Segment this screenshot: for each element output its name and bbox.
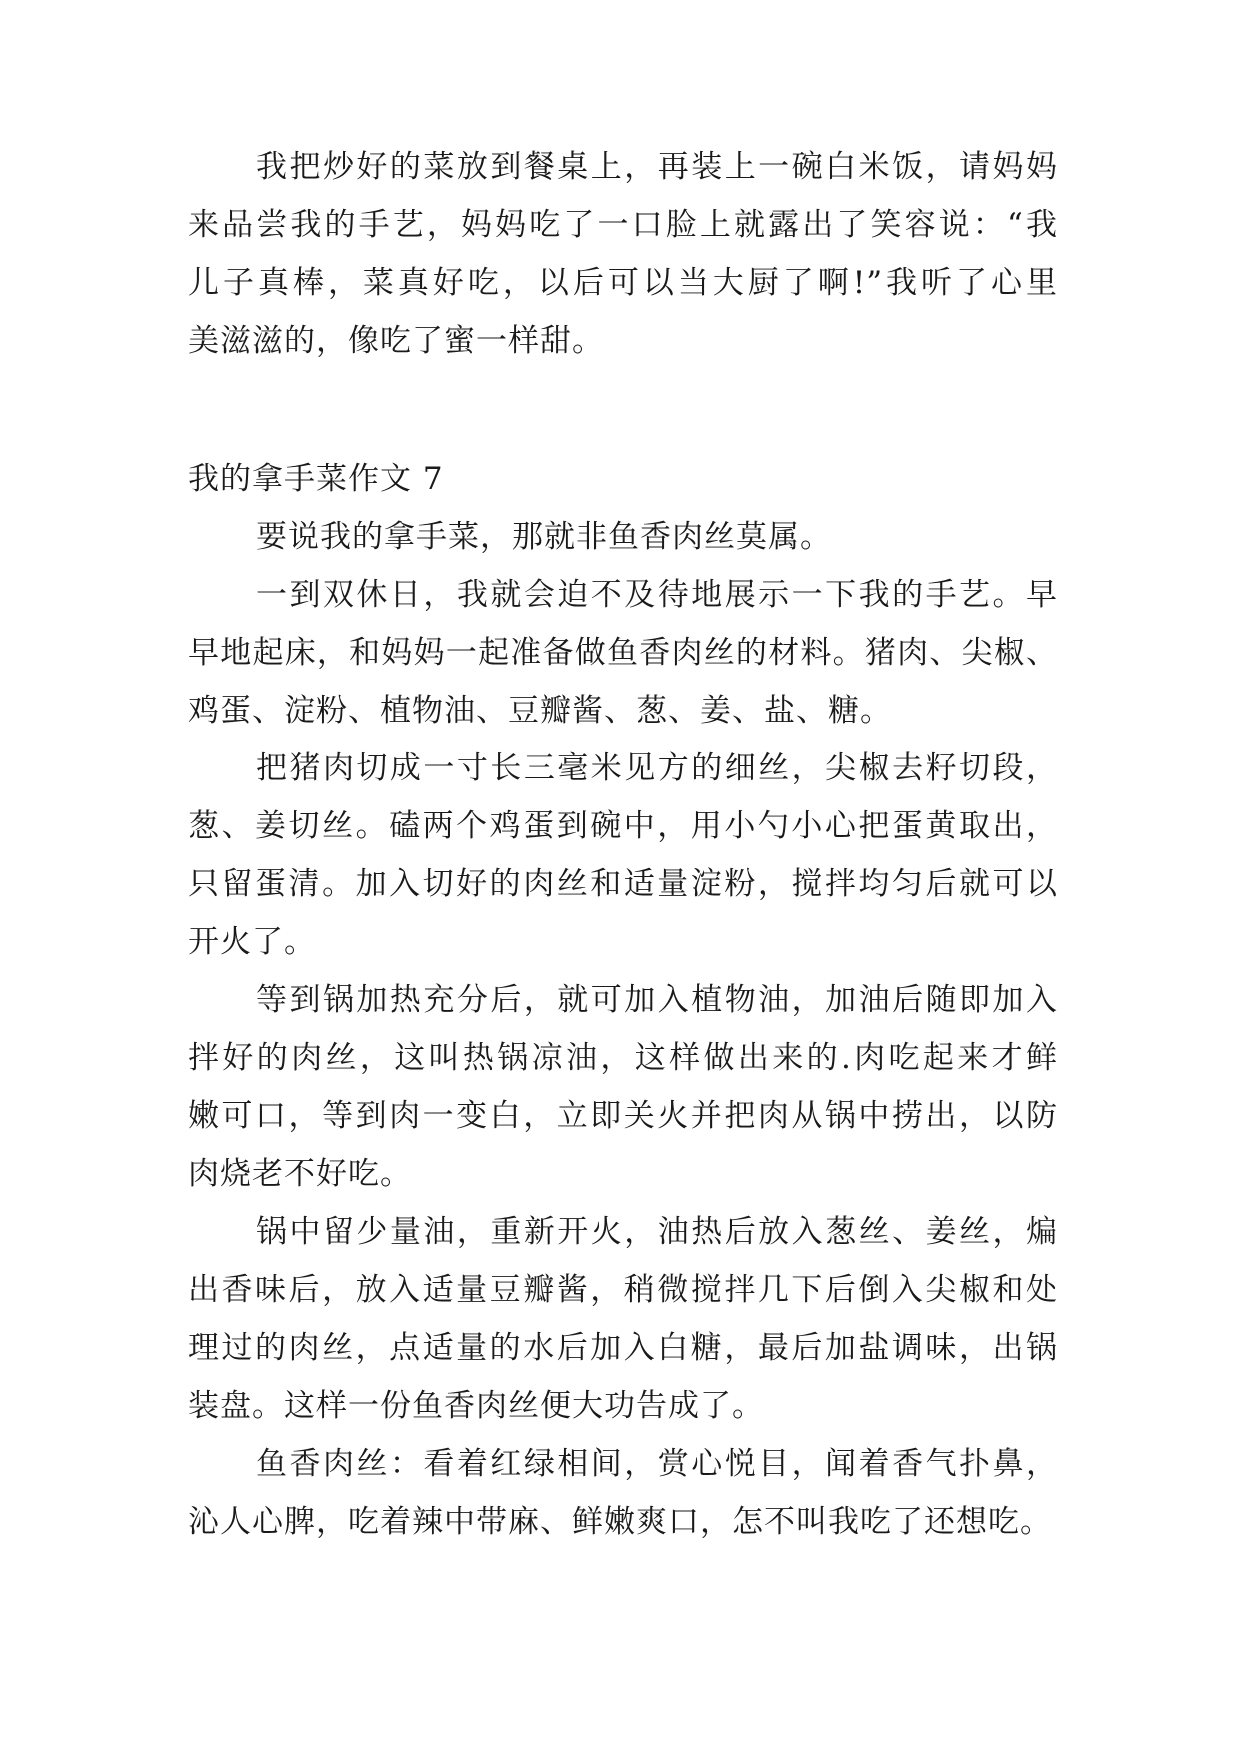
paragraph-line: 鸡蛋、淀粉、植物油、豆瓣酱、葱、姜、盐、糖。 <box>188 693 892 729</box>
paragraph-line: 只留蛋清。加入切好的肉丝和适量淀粉，搅拌均匀后就可以 <box>188 866 1058 902</box>
paragraph-line: 要说我的拿手菜，那就非鱼香肉丝莫属。 <box>256 519 832 555</box>
paragraph-line: 等到锅加热充分后，就可加入植物油，加油后随即加入 <box>256 982 1058 1018</box>
paragraph-line: 美滋滋的，像吃了蜜一样甜。 <box>188 323 604 359</box>
paragraph-line: 开火了。 <box>188 924 316 960</box>
paragraph-6 <box>188 1435 1058 1551</box>
paragraph-line: 葱、姜切丝。磕两个鸡蛋到碗中，用小勺小心把蛋黄取出， <box>188 808 1058 844</box>
paragraph-line: 早地起床，和妈妈一起准备做鱼香肉丝的材料。猪肉、尖椒、 <box>188 635 1058 671</box>
paragraph-1 <box>188 508 1058 566</box>
paragraph-line: 鱼香肉丝：看着红绿相间，赏心悦目，闻着香气扑鼻， <box>256 1446 1058 1482</box>
paragraph-line: 装盘。这样一份鱼香肉丝便大功告成了。 <box>188 1388 764 1424</box>
paragraph-intro <box>188 138 1058 370</box>
paragraph-line: 我把炒好的菜放到餐桌上，再装上一碗白米饭，请妈妈 <box>256 149 1058 185</box>
paragraph-line: 一到双休日，我就会迫不及待地展示一下我的手艺。早 <box>256 577 1058 613</box>
paragraph-5 <box>188 1203 1058 1435</box>
paragraph-3 <box>188 739 1058 971</box>
paragraph-line: 来品尝我的手艺，妈妈吃了一口脸上就露出了笑容说：“我 <box>188 207 1058 243</box>
paragraph-line: 拌好的肉丝，这叫热锅凉油，这样做出来的.肉吃起来才鲜 <box>188 1040 1058 1076</box>
paragraph-line: 肉烧老不好吃。 <box>188 1156 412 1192</box>
paragraph-line: 沁人心脾，吃着辣中带麻、鲜嫩爽口，怎不叫我吃了还想吃。 <box>188 1504 1052 1540</box>
paragraph-line: 把猪肉切成一寸长三毫米见方的细丝，尖椒去籽切段， <box>256 750 1058 786</box>
paragraph-line: 儿子真棒，菜真好吃，以后可以当大厨了啊!”我听了心里 <box>188 265 1058 301</box>
paragraph-line: 理过的肉丝，点适量的水后加入白糖，最后加盐调味，出锅 <box>188 1330 1058 1366</box>
paragraph-line: 出香味后，放入适量豆瓣酱，稍微搅拌几下后倒入尖椒和处 <box>188 1272 1058 1308</box>
section-heading: 我的拿手菜作文 7 <box>188 461 444 497</box>
paragraph-line: 锅中留少量油，重新开火，油热后放入葱丝、姜丝，煸 <box>256 1214 1058 1250</box>
paragraph-line: 嫩可口，等到肉一变白，立即关火并把肉从锅中捞出，以防 <box>188 1098 1058 1134</box>
paragraph-2 <box>188 566 1058 740</box>
paragraph-4 <box>188 971 1058 1203</box>
